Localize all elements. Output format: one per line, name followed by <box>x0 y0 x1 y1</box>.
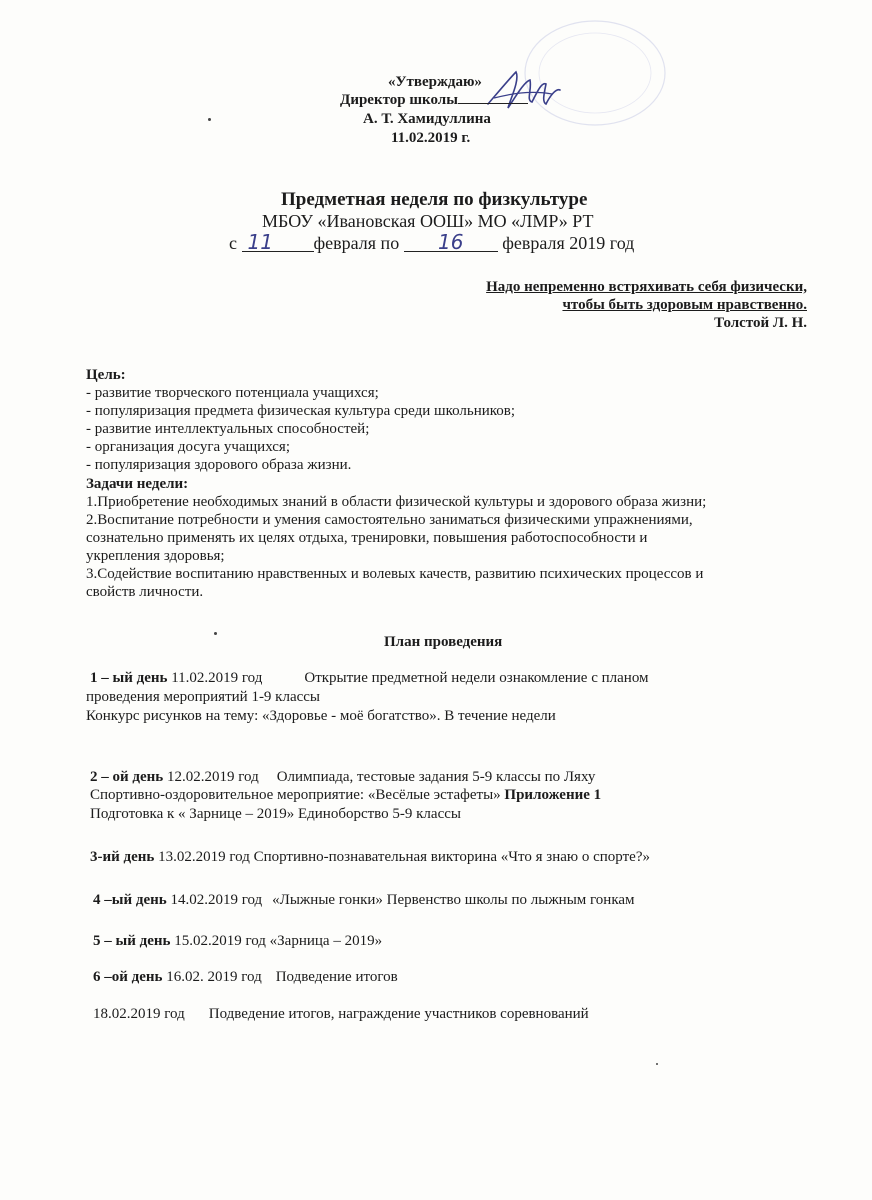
tasks-section <box>86 475 706 601</box>
date-prefix: с <box>229 233 237 253</box>
day-4-date: 14.02.2019 год <box>170 892 263 908</box>
epigraph-line-1 <box>486 278 807 296</box>
day-1-event: Открытие предметной недели ознакомление с планом <box>304 670 649 686</box>
day-6-row <box>93 968 398 986</box>
day-6-label: 6 –ой день <box>93 969 163 985</box>
task-line: укрепления здоровья; <box>86 548 225 564</box>
director-signature <box>480 60 570 120</box>
scan-speck <box>656 1063 658 1065</box>
scan-speck <box>214 632 217 635</box>
date-range <box>229 230 635 254</box>
day-5-event: «Зарница – 2019» <box>269 933 383 949</box>
goal-item: - популяризация здорового образа жизни. <box>86 457 352 473</box>
epigraph-author: Толстой Л. Н. <box>714 315 807 331</box>
task-line: сознательно применять их целях отдыха, тренировки, повышения работоспособности и <box>86 530 648 546</box>
signature-line <box>458 103 528 104</box>
approval-director-label: Директор школы <box>340 92 458 108</box>
day-2-sport-text: Спортивно-оздоровительное мероприятие: «Весёлые эстафеты» <box>90 787 501 803</box>
day-5-label: 5 – ый день <box>93 933 171 949</box>
day-2-event: Олимпиада, тестовые задания 5-9 классы по Ляху <box>276 769 596 785</box>
task-line: 2.Воспитание потребности и умения самостоятельно заниматься физическими упражнениями, <box>86 512 693 528</box>
day-4-event: «Лыжные гонки» Первенство школы по лыжным гонкам <box>272 892 635 908</box>
epigraph-text-1: Надо непременно встряхивать себя физически, <box>486 279 807 295</box>
epigraph-line-2 <box>562 296 807 314</box>
day-1-row <box>90 669 649 687</box>
day-5-date: 15.02.2019 год <box>174 933 266 949</box>
start-day: 11 <box>242 233 314 252</box>
day-5-row <box>93 932 382 950</box>
appendix-label: Приложение 1 <box>504 787 602 803</box>
goals-section <box>86 366 515 474</box>
final-row <box>93 1005 589 1023</box>
approval-line-2 <box>340 91 528 110</box>
day-1-date: 11.02.2019 год <box>171 670 263 686</box>
day-2-prep: Подготовка к « Зарнице – 2019» Единоборство 5-9 классы <box>90 806 461 822</box>
plan-heading: План проведения <box>384 634 503 650</box>
approval-line-1: «Утверждаю» <box>388 74 482 90</box>
goal-item: - организация досуга учащихся; <box>86 439 290 455</box>
day-3-row <box>90 848 650 866</box>
date-suffix: февраля 2019 год <box>502 233 635 253</box>
day-4-row <box>93 891 635 909</box>
goals-heading: Цель: <box>86 367 126 383</box>
day-1-event-cont: проведения мероприятий 1-9 классы <box>86 689 321 705</box>
date-middle: февраля по <box>313 233 400 253</box>
document-title: Предметная неделя по физкультуре <box>281 189 588 210</box>
day-6-date: 16.02. 2019 год <box>166 969 262 985</box>
end-day: 16 <box>404 233 498 252</box>
task-line: 1.Приобретение необходимых знаний в области физической культуры и здорового образа жизни; <box>86 494 707 510</box>
tasks-heading: Задачи недели: <box>86 476 189 492</box>
day-3-date: 13.02.2019 год <box>158 849 250 865</box>
goal-item: - популяризация предмета физическая культура среди школьников; <box>86 403 516 419</box>
day-1-label: 1 – ый день <box>90 670 168 686</box>
goal-item: - развитие творческого потенциала учащихся; <box>86 385 379 401</box>
final-date: 18.02.2019 год <box>93 1006 185 1022</box>
day-2-label: 2 – ой день <box>90 769 164 785</box>
day-3-event: Спортивно-познавательная викторина «Что я знаю о спорте?» <box>253 849 650 865</box>
day-4-label: 4 –ый день <box>93 892 167 908</box>
scan-speck <box>208 118 211 121</box>
approval-line-4: 11.02.2019 г. <box>391 130 471 146</box>
final-event: Подведение итогов, награждение участников соревнований <box>208 1006 589 1022</box>
day-6-event: Подведение итогов <box>275 969 398 985</box>
epigraph-text-2: чтобы быть здоровым нравственно. <box>562 297 807 313</box>
goal-item: - развитие интеллектуальных способностей; <box>86 421 370 437</box>
task-line: свойств личности. <box>86 584 204 600</box>
day-2-row <box>90 768 595 786</box>
day-3-label: 3-ий день <box>90 849 155 865</box>
day-2-sport <box>90 786 601 804</box>
approval-line-3: А. Т. Хамидуллина <box>363 111 491 127</box>
task-line: 3.Содействие воспитанию нравственных и волевых качеств, развитию психических процессов и <box>86 566 704 582</box>
day-2-date: 12.02.2019 год <box>166 769 259 785</box>
day-1-contest: Конкурс рисунков на тему: «Здоровье - моё богатство». В течение недели <box>86 708 556 724</box>
organization-name: МБОУ «Ивановская ООШ» МО «ЛМР» РТ <box>262 211 594 231</box>
